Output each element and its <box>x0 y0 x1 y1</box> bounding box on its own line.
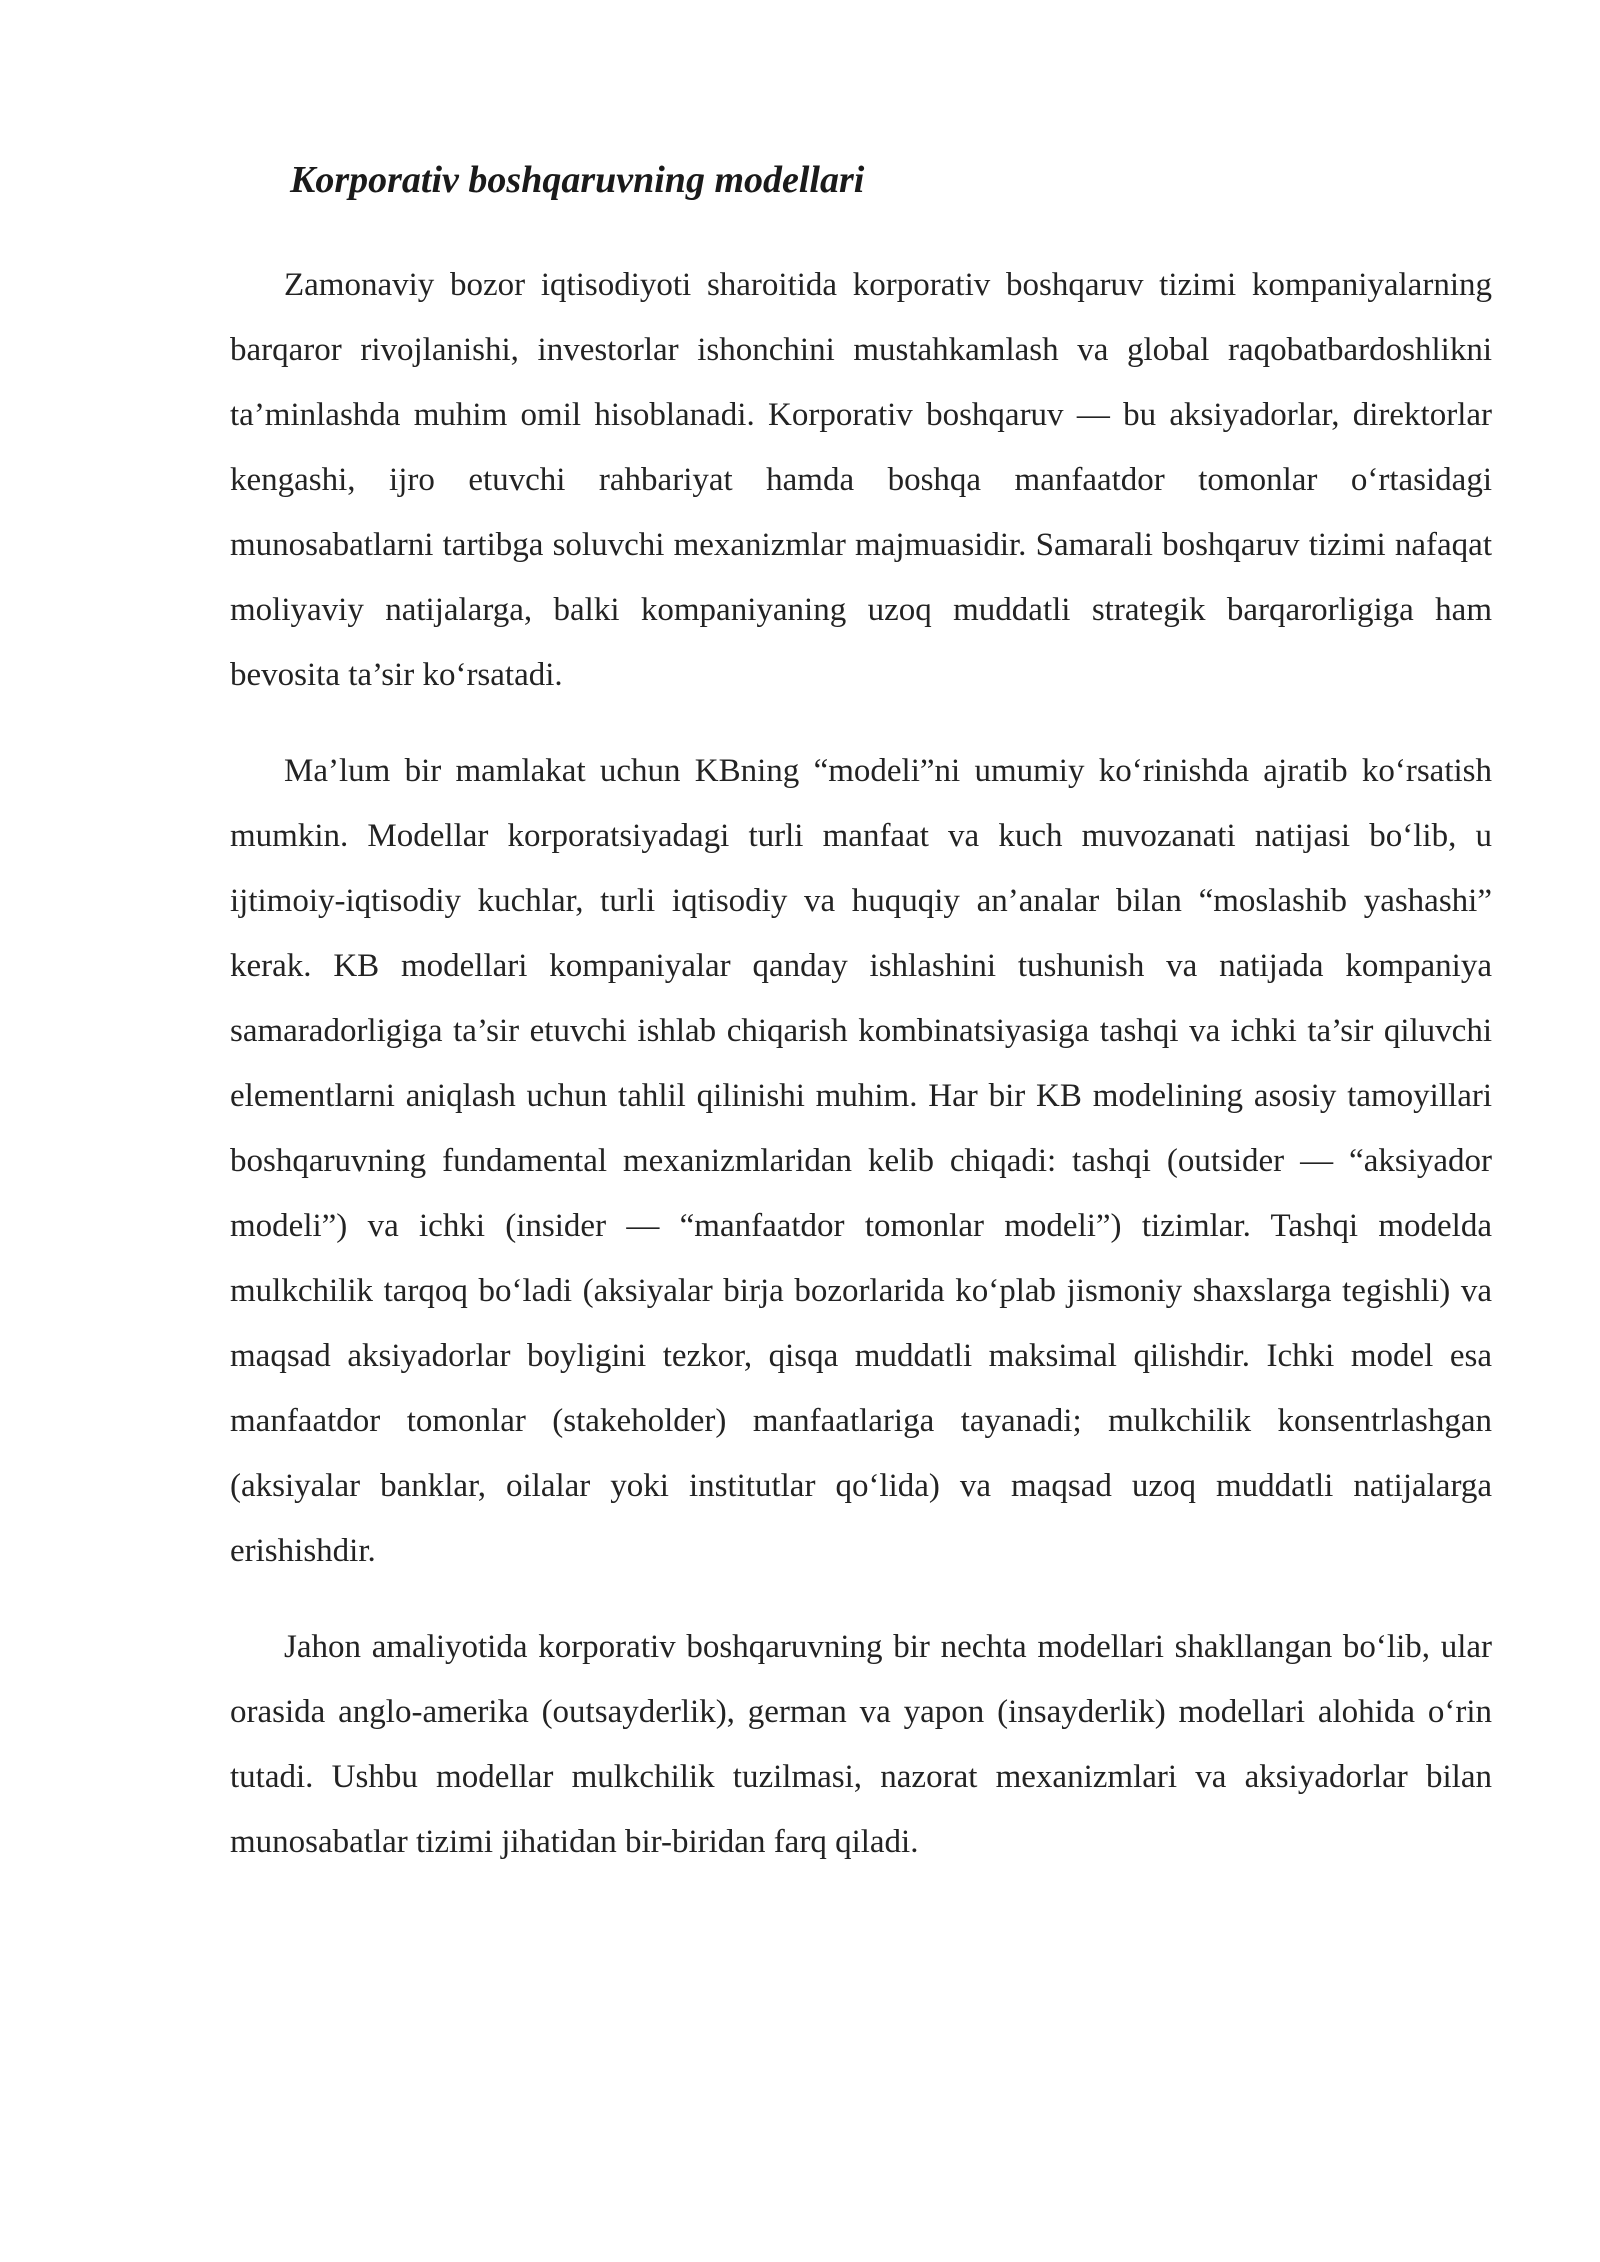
paragraph-1: Zamonaviy bozor iqtisodiyoti sharoitida korporativ boshqaruv tizimi kompaniyalarning barqaror rivojlanishi, investorlar ishonchini mustahkamlash va global raqobatbardoshlikni ta’minlashda muhim omil hisoblanadi. Korporativ boshqaruv — bu aksiyadorlar, direktorlar kengashi, ijro etuvchi rahbariyat hamda boshqa manfaatdor tomonlar o‘rtasidagi munosabatlarni tartibga soluvchi mexanizmlar majmuasidir. Samarali boshqaruv tizimi nafaqat moliyaviy natijalarga, balki kompaniyaning uzoq muddatli strategik barqarorligiga ham bevosita ta’sir ko‘rsatadi. <box>230 267 1492 693</box>
document-title: Korporativ boshqaruvning modellari <box>290 159 865 201</box>
document-body <box>230 145 1492 1906</box>
paragraph-2: Ma’lum bir mamlakat uchun KBning “modeli”ni umumiy ko‘rinishda ajratib ko‘rsatish mumkin. Modellar korporatsiyadagi turli manfaat va kuch muvozanati natijasi bo‘lib, u ijtimoiy-iqtisodiy kuchlar, turli iqtisodiy va huquqiy an’analar bilan “moslashib yashashi” kerak. KB modellari kompaniyalar qanday ishlashini tushunish va natijada kompaniya samaradorligiga ta’sir etuvchi ishlab chiqarish kombinatsiyasiga tashqi va ichki ta’sir qiluvchi elementlarni aniqlash uchun tahlil qilinishi muhim. Har bir KB modelining asosiy tamoyillari boshqaruvning fundamental mexanizmlaridan kelib chiqadi: tashqi (outsider — “aksiyador modeli”) va ichki (insider — “manfaatdor tomonlar modeli”) tizimlar. Tashqi modelda mulkchilik tarqoq bo‘ladi (aksiyalar birja bozorlarida ko‘plab jismoniy shaxslarga tegishli) va maqsad aksiyadorlar boyligini tezkor, qisqa muddatli maksimal qilishdir. Ichki model esa manfaatdor tomonlar (stakeholder) manfaatlariga tayanadi; mulkchilik konsentrlashgan (aksiyalar banklar, oilalar yoki institutlar qo‘lida) va maqsad uzoq muddatli natijalarga erishishdir. <box>230 753 1492 1569</box>
paragraph-3: Jahon amaliyotida korporativ boshqaruvning bir nechta modellari shakllangan bo‘lib, ular orasida anglo-amerika (outsayderlik), german va yapon (insayderlik) modellari alohida o‘rin tutadi. Ushbu modellar mulkchilik tuzilmasi, nazorat mexanizmlari va aksiyadorlar bilan munosabatlar tizimi jihatidan bir-biridan farq qiladi. <box>230 1629 1492 1860</box>
